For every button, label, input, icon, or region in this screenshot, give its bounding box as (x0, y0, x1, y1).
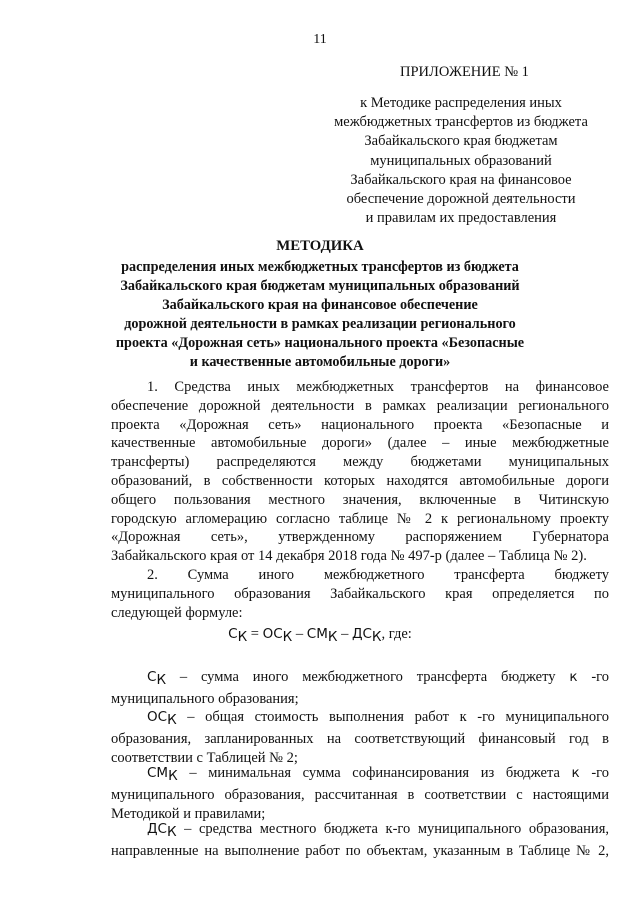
appendix-basis-line: к Методике распределения иных (360, 95, 562, 111)
formula-subscript: К (327, 629, 338, 645)
appendix-basis (330, 94, 592, 228)
appendix-basis-line: муниципальных образований (370, 152, 552, 169)
definition-index: к (569, 669, 578, 685)
definition-line: Методикой и правилами; (111, 805, 266, 822)
subtitle-line: и качественные автомобильные дороги» (189, 354, 451, 370)
formula-subscript: К (282, 629, 293, 645)
formula (0, 626, 640, 645)
subtitle-line: Забайкальского края на финансовое обеспечение (162, 297, 478, 313)
definition-subscript: К (167, 712, 177, 728)
definition-line: соответствии с Таблицей № 2; (111, 749, 298, 766)
appendix-basis-line: обеспечение дорожной деятельности (346, 191, 576, 208)
formula-subscript: К (371, 629, 382, 645)
appendix-basis-line: и правилам их предоставления (365, 210, 557, 227)
formula-minus: – (337, 626, 352, 642)
definition-text: – общая стоимость выполнения работ к -го муниципального (176, 709, 609, 725)
paragraph-line: 2. Сумма иного межбюджетного трансферта бюджету (147, 567, 609, 583)
formula-minus: – (292, 626, 307, 642)
subtitle-line: проекта «Дорожная сеть» национального проекта «Безопасные (115, 335, 525, 351)
definition-line: муниципального образования; (111, 690, 299, 707)
paragraph-line: городскую агломерацию согласно таблице № 2 к региональному проекту (111, 510, 609, 527)
paragraph-line: проекта «Дорожная сеть» национального проекта «Безопасные и (111, 416, 609, 433)
formula-symbol-oc: ОС (262, 626, 283, 642)
appendix-basis-line: Забайкальского края на финансовое (350, 171, 572, 188)
paragraph-line: трансферты) распределяются между бюджетами муниципальных (111, 454, 609, 471)
definition-line: образования, запланированных на соответствующий финансовый год в (111, 730, 609, 747)
paragraph-1 (111, 378, 609, 566)
definition-c (111, 668, 609, 709)
definition-cm (111, 764, 609, 823)
definition-index: к (571, 765, 580, 781)
definition-line: направленные на выполнение работ по объектам, указанным в Таблице № 2, (111, 842, 609, 859)
subtitle-line: Забайкальского края бюджетам муниципальных образований (120, 278, 520, 294)
formula-subscript: К (237, 629, 248, 645)
paragraph-line: «Дорожная сеть», утвержденному распоряжением Губернатора (111, 529, 609, 546)
definition-line (111, 764, 609, 786)
definition-text: -го (579, 765, 609, 781)
document-title: МЕТОДИКА (276, 238, 364, 254)
definition-dc (111, 820, 609, 861)
definition-oc (111, 708, 609, 767)
paragraph-line: Забайкальского края от 14 декабря 2018 года № 497-р (далее – Таблица № 2). (111, 548, 587, 565)
paragraph-line: общего пользования местного значения, включенные в Читинскую (111, 491, 609, 508)
definition-symbol: ДС (147, 821, 167, 837)
definition-subscript: К (156, 672, 167, 688)
definition-symbol: С (147, 669, 157, 685)
paragraph-line: образований, в собственности которых находятся автомобильные дороги (111, 472, 609, 489)
paragraph-line: 1. Средства иных межбюджетных трансфертов на финансовое (147, 379, 609, 395)
definition-text: – минимальная сумма софинансирования из бюджета (177, 765, 572, 781)
paragraph-line: обеспечение дорожной деятельности в рамках реализации регионального (111, 397, 609, 414)
definition-subscript: К (166, 824, 177, 840)
document-subtitle (96, 258, 544, 372)
subtitle-line: дорожной деятельности в рамках реализации регионального (124, 316, 516, 332)
formula-symbol-dc: ДС (351, 626, 372, 642)
definition-subscript: К (168, 768, 178, 784)
definition-line (111, 708, 609, 730)
definition-symbol: ОС (147, 709, 168, 725)
definition-line: муниципального образования, рассчитанная в соответствии с настоящими (111, 786, 609, 803)
formula-symbol-c: С (228, 626, 238, 642)
subtitle-line: распределения иных межбюджетных трансфертов из бюджета (121, 259, 519, 275)
definition-line (111, 820, 609, 842)
appendix-basis-line: Забайкальского края бюджетам (364, 133, 558, 150)
paragraph-line: качественные автомобильные дороги» (далее – иные межбюджетные (111, 435, 609, 452)
definition-text: – средства местного бюджета к-го муниципального образования, (176, 821, 609, 837)
definition-text: -го (577, 669, 609, 685)
paragraph-line: муниципального образования Забайкальского края определяется по (111, 585, 609, 602)
formula-tail: , где: (381, 626, 412, 642)
formula-symbol-cm: СМ (306, 626, 328, 642)
formula-equals: = (247, 626, 263, 642)
definition-text: – сумма иного межбюджетного трансферта бюджету (166, 669, 570, 685)
paragraph-line: следующей формуле: (111, 604, 243, 621)
appendix-basis-line: межбюджетных трансфертов из бюджета (334, 114, 588, 131)
page-number: 11 (313, 32, 327, 47)
paragraph-2 (111, 566, 609, 622)
appendix-label: ПРИЛОЖЕНИЕ № 1 (400, 64, 529, 80)
definition-line (111, 668, 609, 690)
definition-symbol: СМ (147, 765, 169, 781)
